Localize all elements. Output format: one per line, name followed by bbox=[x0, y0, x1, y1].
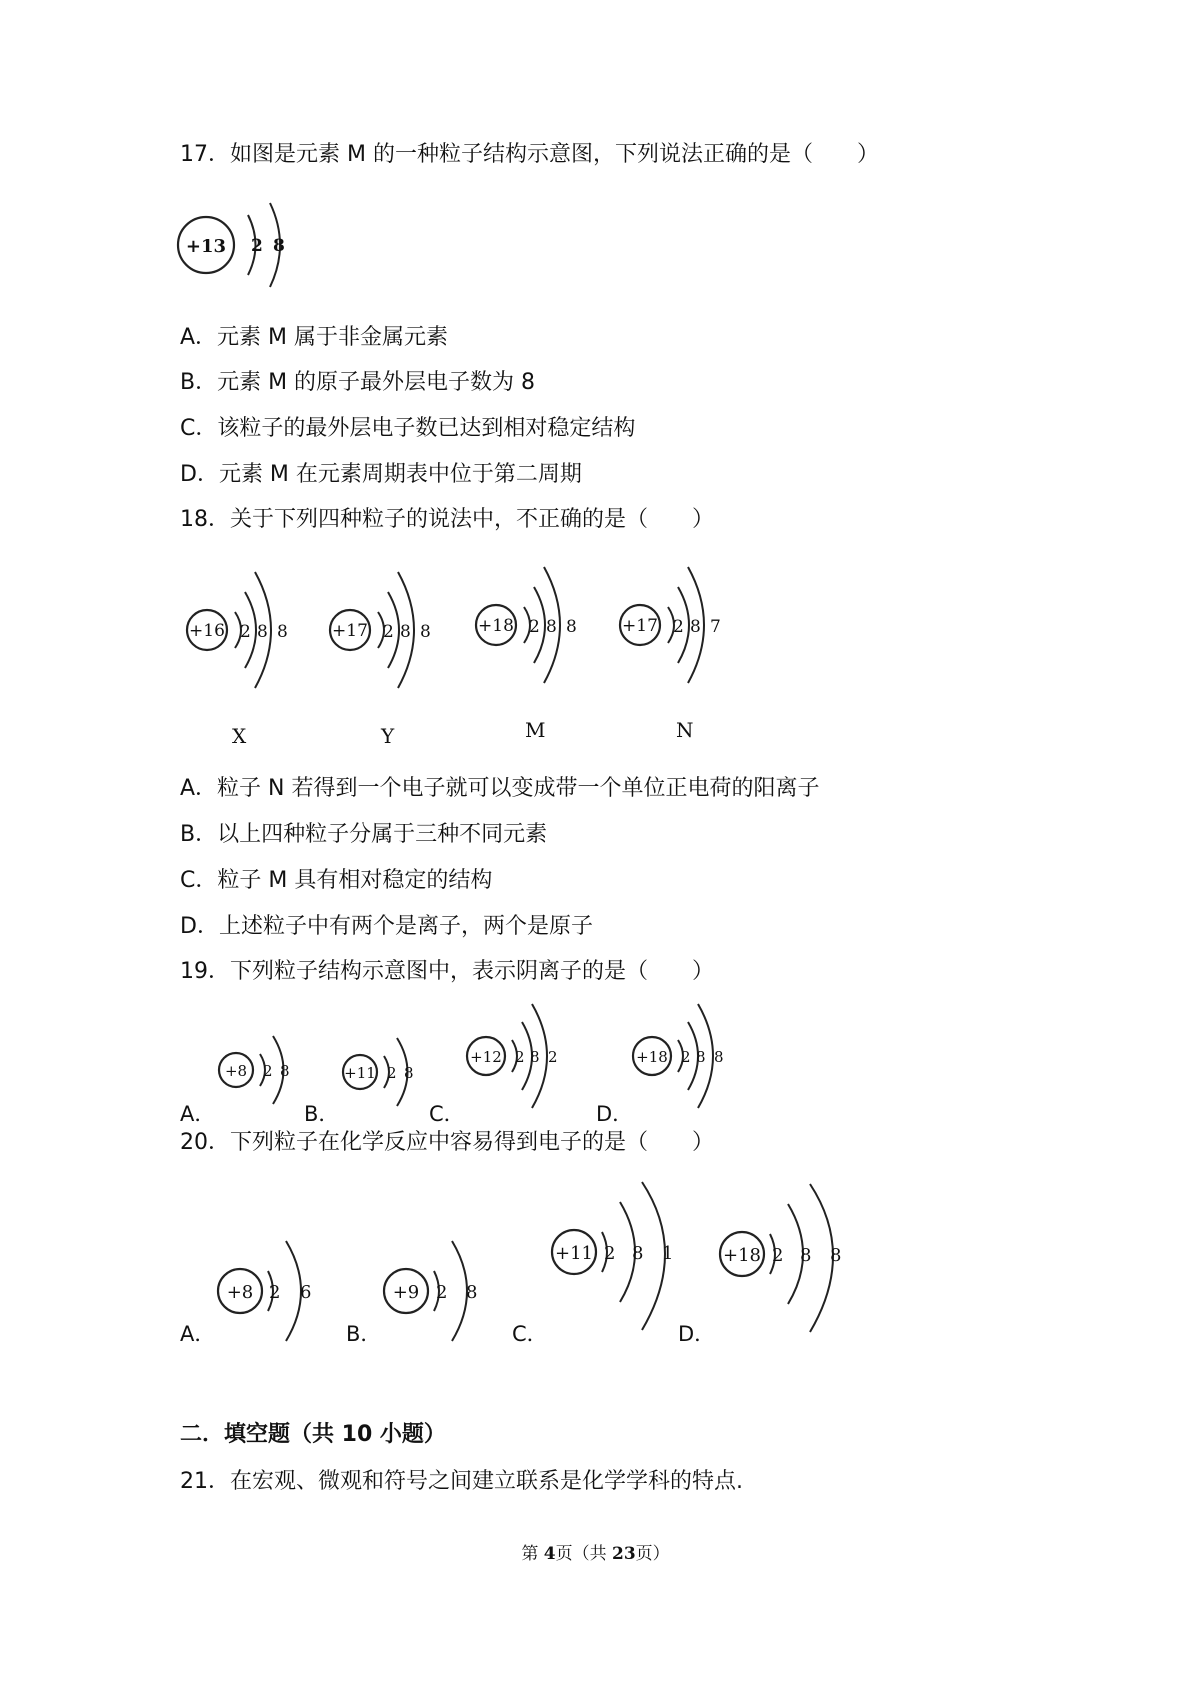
q19-label-c: C． bbox=[429, 1102, 465, 1126]
q17-option-c: C．该粒子的最外层电子数已达到相对稳定结构 bbox=[180, 416, 636, 441]
svg-text:2: 2 bbox=[515, 1048, 525, 1066]
page-total: 23 bbox=[611, 1544, 636, 1564]
q20-stem: 20．下列粒子在化学反应中容易得到电子的是（ ） bbox=[180, 1130, 714, 1155]
q18-option-c: C．粒子 M 具有相对稳定的结构 bbox=[180, 868, 493, 893]
q17-option-d: D．元素 M 在元素周期表中位于第二周期 bbox=[180, 462, 582, 487]
q19-diagram-d bbox=[632, 996, 742, 1116]
svg-text:8: 8 bbox=[690, 617, 701, 637]
svg-text:8: 8 bbox=[696, 1048, 706, 1066]
q19-diagram-b bbox=[342, 1022, 432, 1122]
svg-text:+11: +11 bbox=[555, 1243, 593, 1264]
q17-shell-electrons: 2 bbox=[251, 236, 263, 256]
q18-diagram-x bbox=[185, 560, 305, 700]
q17-shell-electrons: 8 bbox=[273, 236, 285, 256]
q18-diagram-m bbox=[474, 555, 594, 695]
svg-text:2: 2 bbox=[383, 622, 394, 642]
svg-text:+18: +18 bbox=[478, 616, 514, 636]
svg-text:+17: +17 bbox=[622, 616, 658, 636]
q18-diagram-n bbox=[618, 555, 738, 695]
svg-text:8: 8 bbox=[277, 622, 288, 642]
q19-diagram-c bbox=[466, 996, 576, 1116]
q18-letter-n: N bbox=[676, 718, 694, 742]
q18-stem: 18．关于下列四种粒子的说法中，不正确的是（ ） bbox=[180, 507, 714, 532]
svg-text:2: 2 bbox=[269, 1282, 281, 1303]
svg-text:8: 8 bbox=[566, 617, 577, 637]
q18-diagram-y bbox=[328, 560, 448, 700]
svg-text:8: 8 bbox=[632, 1243, 644, 1264]
q20-label-d: D． bbox=[678, 1322, 716, 1346]
q20-diagram-d bbox=[718, 1180, 858, 1340]
svg-text:8: 8 bbox=[800, 1245, 812, 1266]
q19-stem: 19．下列粒子结构示意图中，表示阴离子的是（ ） bbox=[180, 959, 714, 984]
section-heading: 二．填空题（共 10 小题） bbox=[180, 1422, 446, 1447]
q19-label-d: D． bbox=[596, 1102, 634, 1126]
svg-text:+8: +8 bbox=[224, 1062, 248, 1080]
q17-option-b: B．元素 M 的原子最外层电子数为 8 bbox=[180, 370, 536, 395]
svg-text:8: 8 bbox=[400, 622, 411, 642]
q18-letter-x: X bbox=[232, 724, 247, 748]
q18-option-b: B．以上四种粒子分属于三种不同元素 bbox=[180, 822, 548, 847]
svg-text:+12: +12 bbox=[470, 1048, 502, 1066]
svg-text:8: 8 bbox=[257, 622, 268, 642]
q18-option-a: A．粒子 N 若得到一个电子就可以变成带一个单位正电荷的阳离子 bbox=[180, 776, 820, 801]
q17-atom-diagram bbox=[178, 195, 298, 295]
svg-text:8: 8 bbox=[404, 1064, 414, 1082]
svg-text:+9: +9 bbox=[392, 1282, 420, 1303]
q20-diagram-a bbox=[216, 1226, 326, 1356]
q19-label-a: A． bbox=[180, 1102, 216, 1126]
svg-text:+18: +18 bbox=[723, 1245, 761, 1266]
svg-text:+18: +18 bbox=[636, 1048, 668, 1066]
q17-stem: 17．如图是元素 M 的一种粒子结构示意图，下列说法正确的是（ ） bbox=[180, 142, 879, 167]
q20-diagram-c bbox=[550, 1180, 690, 1340]
q20-label-c: C． bbox=[512, 1322, 548, 1346]
q18-letter-y: Y bbox=[381, 724, 395, 748]
svg-text:6: 6 bbox=[300, 1282, 312, 1303]
q20-label-b: B． bbox=[346, 1322, 382, 1346]
svg-text:2: 2 bbox=[673, 617, 684, 637]
q18-letter-m: M bbox=[525, 718, 546, 742]
svg-text:8: 8 bbox=[714, 1048, 724, 1066]
svg-text:2: 2 bbox=[604, 1243, 616, 1264]
q18-nucleus-label: +16 bbox=[189, 621, 225, 641]
svg-text:8: 8 bbox=[546, 617, 557, 637]
svg-text:+11: +11 bbox=[344, 1064, 376, 1082]
svg-text:+17: +17 bbox=[332, 621, 368, 641]
svg-text:1: 1 bbox=[662, 1243, 674, 1264]
q19-label-b: B． bbox=[304, 1102, 340, 1126]
q20-label-a: A． bbox=[180, 1322, 216, 1346]
q17-option-a: A．元素 M 属于非金属元素 bbox=[180, 325, 449, 350]
svg-text:2: 2 bbox=[263, 1062, 273, 1080]
svg-text:2: 2 bbox=[529, 617, 540, 637]
svg-text:2: 2 bbox=[548, 1048, 558, 1066]
svg-text:2: 2 bbox=[240, 622, 251, 642]
page-number: 4 bbox=[543, 1544, 556, 1564]
svg-text:8: 8 bbox=[830, 1245, 842, 1266]
svg-text:8: 8 bbox=[530, 1048, 540, 1066]
svg-text:2: 2 bbox=[772, 1245, 784, 1266]
q20-diagram-b bbox=[382, 1226, 492, 1356]
svg-text:8: 8 bbox=[466, 1282, 478, 1303]
svg-text:8: 8 bbox=[420, 622, 431, 642]
q21-stem: 21．在宏观、微观和符号之间建立联系是化学学科的特点. bbox=[180, 1469, 743, 1494]
svg-text:8: 8 bbox=[280, 1062, 290, 1080]
q17-nucleus-label: +13 bbox=[185, 236, 227, 257]
q18-option-d: D．上述粒子中有两个是离子，两个是原子 bbox=[180, 914, 593, 939]
svg-text:2: 2 bbox=[387, 1064, 397, 1082]
svg-text:+8: +8 bbox=[226, 1282, 254, 1303]
svg-text:7: 7 bbox=[710, 617, 721, 637]
svg-text:2: 2 bbox=[436, 1282, 448, 1303]
svg-text:2: 2 bbox=[681, 1048, 691, 1066]
q19-diagram-a bbox=[218, 1020, 308, 1120]
page-footer: 第 4页（共 23页） bbox=[521, 1544, 670, 1564]
